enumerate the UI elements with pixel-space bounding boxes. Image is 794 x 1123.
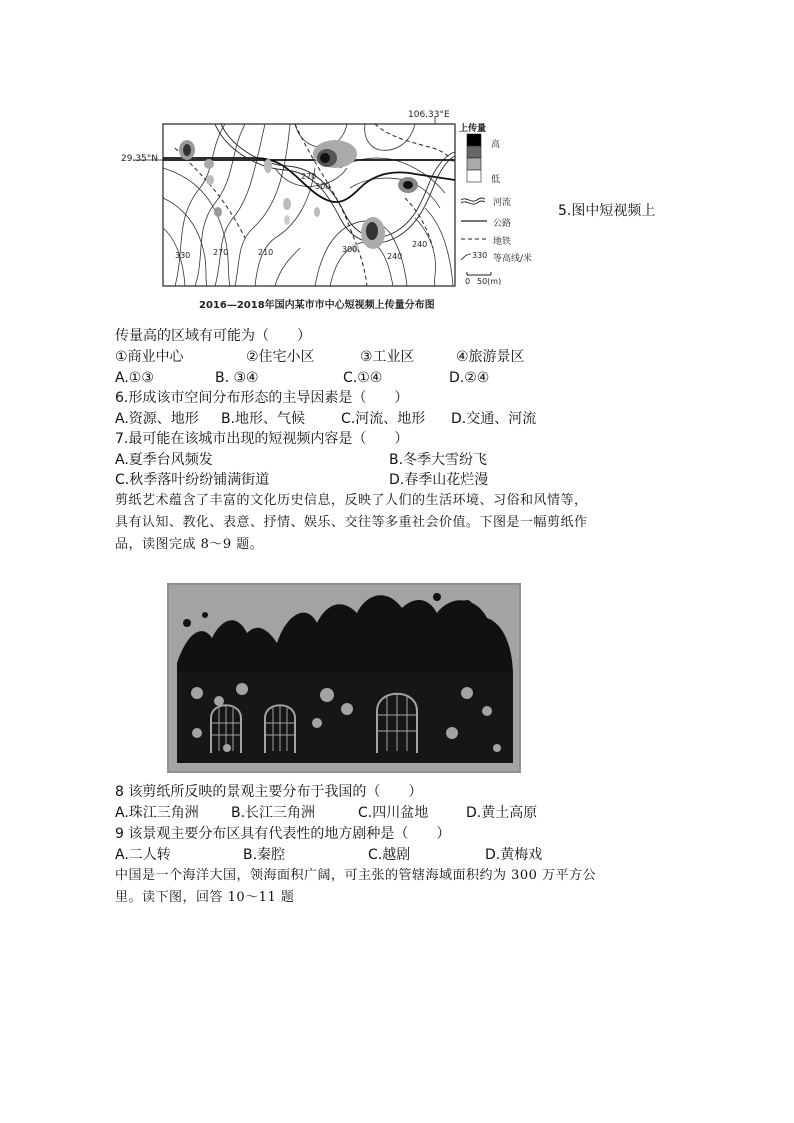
option-d[interactable]: D.黄梅戏 bbox=[485, 847, 543, 863]
option-a[interactable]: A.二人转 bbox=[115, 847, 171, 863]
option-c[interactable]: C.河流、地形 bbox=[341, 411, 426, 427]
option-d[interactable]: D.交通、河流 bbox=[451, 411, 537, 427]
legend-river: 河流 bbox=[493, 198, 512, 208]
option-a[interactable]: A.①③ bbox=[115, 370, 154, 386]
legend-low: 低 bbox=[491, 175, 501, 185]
option-d[interactable]: D.黄土高原 bbox=[466, 805, 538, 821]
question-5: 传量高的区域有可能为（ ） bbox=[115, 328, 311, 344]
item-4: ④旅游景区 bbox=[456, 349, 525, 365]
paragraph-papercut-line-1: 剪纸艺术蕴含了丰富的文化历史信息，反映了人们的生活环境、习俗和风情等， bbox=[115, 493, 588, 508]
question-7: 7.最可能在该城市出现的短视频内容是（ ） bbox=[115, 431, 409, 447]
papercut-image bbox=[167, 583, 521, 773]
scale-zero: 0 bbox=[465, 277, 471, 286]
option-b[interactable]: B.长江三角洲 bbox=[231, 805, 316, 821]
option-c[interactable]: C.秋季落叶纷纷铺满街道 bbox=[115, 472, 270, 488]
contour-label: 300 bbox=[342, 245, 358, 254]
contour-label: 240 bbox=[387, 252, 403, 261]
latitude-label: 29.35°N bbox=[121, 154, 158, 164]
contour-label: 240 bbox=[412, 240, 428, 249]
scale-label: 50(m) bbox=[477, 277, 502, 286]
question-8: 8 该剪纸所反映的景观主要分布于我国的（ ） bbox=[115, 784, 423, 800]
legend-contour: 等高线/米 bbox=[493, 254, 533, 264]
item-2: ②住宅小区 bbox=[246, 349, 315, 365]
option-a[interactable]: A.珠江三角洲 bbox=[115, 805, 199, 821]
contour-label: 270 bbox=[213, 248, 229, 257]
legend-title: 上传量 bbox=[459, 124, 487, 134]
item-1: ①商业中心 bbox=[115, 349, 184, 365]
paragraph-ocean-line-1: 中国是一个海洋大国，领海面积广阔，可主张的管辖海域面积约为 300 万平方公 bbox=[115, 868, 597, 883]
option-b[interactable]: B. ③④ bbox=[215, 370, 259, 386]
contour-label: 210 bbox=[258, 248, 274, 257]
item-3: ③工业区 bbox=[360, 349, 415, 365]
legend-high: 高 bbox=[491, 140, 501, 150]
legend-contour-value: 330 bbox=[472, 251, 488, 260]
map-caption: 2016—2018年国内某市市中心短视频上传量分布图 bbox=[199, 300, 435, 311]
question-5-start: 5.图中短视频上 bbox=[558, 203, 656, 219]
option-d[interactable]: D.②④ bbox=[449, 370, 490, 386]
option-c[interactable]: C.越剧 bbox=[368, 847, 411, 863]
contour-map bbox=[115, 108, 545, 318]
option-d[interactable]: D.春季山花烂漫 bbox=[389, 472, 489, 488]
legend-road: 公路 bbox=[493, 219, 512, 229]
paragraph-ocean-line-2: 里。读下图，回答 10～11 题 bbox=[115, 890, 295, 905]
option-a[interactable]: A.资源、地形 bbox=[115, 411, 199, 427]
option-c[interactable]: C.①④ bbox=[343, 370, 383, 386]
question-9: 9 该景观主要分布区具有代表性的地方剧种是（ ） bbox=[115, 826, 451, 842]
paragraph-papercut-line-2: 具有认知、教化、表意、抒情、娱乐、交往等多重社会价值。下图是一幅剪纸作 bbox=[115, 515, 588, 530]
contour-label: 270 bbox=[301, 172, 317, 181]
papercut-artwork bbox=[167, 583, 521, 773]
contour-label: 330 bbox=[175, 251, 191, 260]
option-b[interactable]: B.地形、气候 bbox=[221, 411, 306, 427]
contour-label: 300 bbox=[315, 182, 331, 191]
longitude-label: 106.33°E bbox=[408, 110, 450, 120]
option-a[interactable]: A.夏季台风频发 bbox=[115, 452, 213, 468]
map-figure bbox=[115, 108, 545, 318]
option-b[interactable]: B.秦腔 bbox=[243, 847, 286, 863]
option-b[interactable]: B.冬季大雪纷飞 bbox=[389, 452, 488, 468]
legend-metro: 地铁 bbox=[493, 237, 512, 247]
paragraph-papercut-line-3: 品，读图完成 8～9 题。 bbox=[115, 537, 264, 552]
option-c[interactable]: C.四川盆地 bbox=[358, 805, 429, 821]
question-6: 6.形成该市空间分布形态的主导因素是（ ） bbox=[115, 390, 409, 406]
